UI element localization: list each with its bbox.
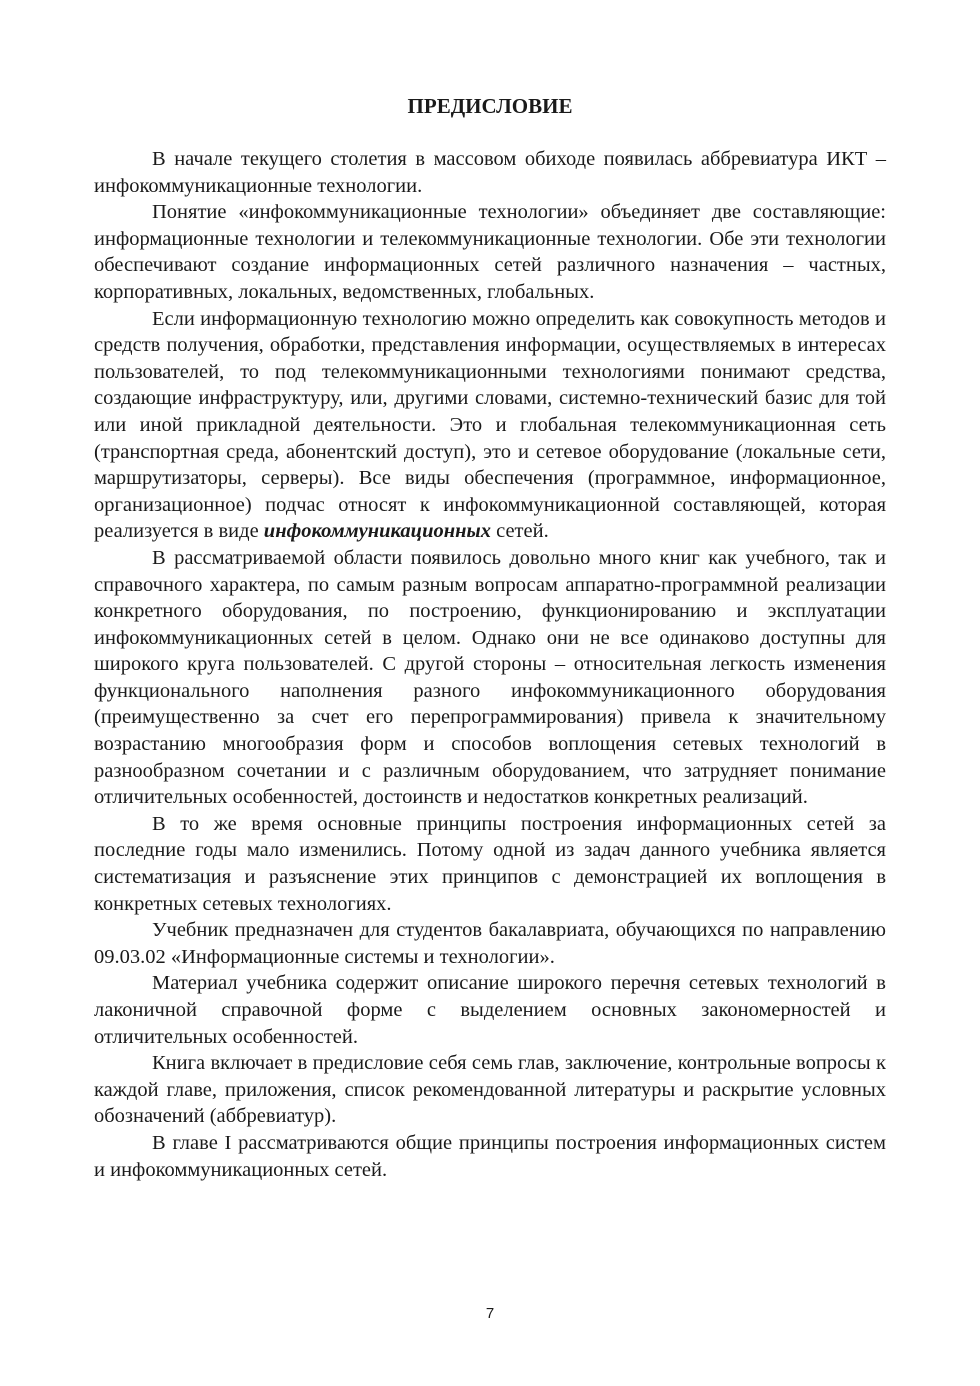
paragraph-9: В главе I рассматриваются общие принципы построения информационных систем и инфокоммуникационных сетей. <box>94 1131 886 1181</box>
paragraph-2: Понятие «инфокоммуникационные технологии» объединяет две составляющие: информационные технологии и телекоммуникационные технологии. Обе эти технологии обеспечивают создание информационных сетей различного назначения – частных, корпоративных, локальных, ведомственных, глобальных. <box>94 201 886 303</box>
paragraph-7: Материал учебника содержит описание широкого перечня сетевых технологий в лаконичной справочной форме с выделением основных закономерностей и отличительных особенностей. <box>94 972 886 1048</box>
paragraph-6: Учебник предназначен для студентов бакалавриата, обучающихся по направлению 09.03.02 «Информационные системы и технологии». <box>94 919 886 968</box>
paragraph-4: В рассматриваемой области появилось довольно много книг как учебного, так и справочного характера, по самым разным вопросам аппаратно-программной реализации конкретного оборудования, по построению, функционированию и эксплуатации инфокоммуникационных сетей в целом. Однако они не все одинаково доступны для широкого круга пользователей. С другой стороны – относительная легкость изменения функционального наполнения разного инфокоммуникационного оборудования (преимущественно за счет его перепрограммирования) привела к значительному возрастанию многообразия форм и способов воплощения сетевых технологий в разнообразном сочетании и с различным оборудованием, что затрудняет понимание отличительных особенностей, достоинств и недостатков конкретных реализаций. <box>94 546 886 809</box>
paragraph-8: Книга включает в предисловие себя семь глав, заключение, контрольные вопросы к каждой главе, приложения, список рекомендованной литературы и раскрытие условных обозначений (аббревиатур). <box>94 1052 886 1128</box>
page-title: ПРЕДИСЛОВИЕ <box>407 94 573 118</box>
page-number: 7 <box>485 1305 495 1322</box>
paragraph-1: В начале текущего столетия в массовом обиходе появилась аббревиатура ИКТ – инфокоммуникационные технологии. <box>94 148 886 197</box>
paragraph-3-tail: сетей. <box>490 520 549 543</box>
paragraph-3 <box>94 306 886 545</box>
paragraph-3-text: Если информационную технологию можно определить как совокупность методов и средств получения, обработки, представления информации, осуществляемых в интересах пользователей, то под телекоммуникационными технологиями понимают средства, создающие инфраструктуру, или, другими словами, системно-технический базис для той или иной прикладной деятельности. Это и глобальная телекоммуникационная сеть (транспортная среда, абонентский доступ), это и сетевое оборудование (локальные сети, маршрутизаторы, серверы). Все виды обеспечения (программное, информационное, организационное) подчас относят к инфокоммуникационной составляющей, которая реализуется в виде <box>94 307 886 543</box>
paragraph-5: В то же время основные принципы построения информационных сетей за последние годы мало изменились. Потому одной из задач данного учебника является систематизация и разъяснение этих принципов с демонстрацией их воплощения в конкретных сетевых технологиях. <box>94 812 886 915</box>
document-body <box>94 146 886 1183</box>
emphasized-term: инфокоммуникационных <box>263 520 491 543</box>
